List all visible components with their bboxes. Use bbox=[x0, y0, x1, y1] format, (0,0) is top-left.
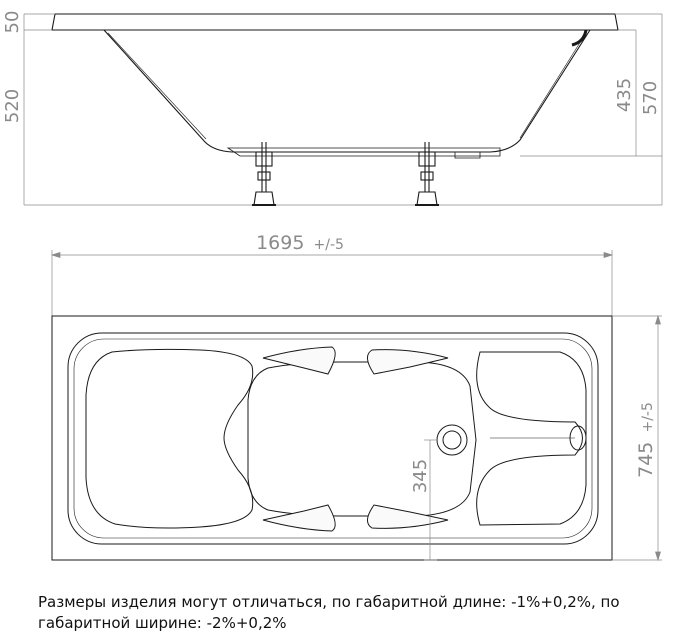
overflow-bump bbox=[572, 30, 586, 45]
armrest-top-left bbox=[263, 347, 335, 374]
svg-text:745 +/-5 bbox=[635, 402, 657, 478]
side-dimensions bbox=[24, 14, 662, 205]
tub-rim bbox=[52, 14, 618, 30]
dim-total-label: 520 bbox=[2, 88, 23, 124]
tub-body bbox=[104, 30, 590, 152]
drain-outer bbox=[437, 425, 467, 455]
width-value-label: 745 bbox=[635, 441, 657, 478]
armrest-bottom-right bbox=[367, 505, 448, 528]
dim-rim-label: 50 bbox=[2, 10, 23, 34]
side-view bbox=[52, 14, 618, 205]
length-tolerance-label: +/-5 bbox=[313, 237, 344, 253]
width-tolerance-label: +/-5 bbox=[640, 402, 656, 433]
drain-offset-label: 345 bbox=[410, 458, 431, 494]
top-view bbox=[52, 316, 612, 560]
dim-height-label: 570 bbox=[640, 80, 661, 116]
armrest-top-right bbox=[367, 350, 448, 374]
left-backrest bbox=[86, 349, 253, 528]
length-dimension bbox=[52, 250, 612, 316]
dim-depth-label: 435 bbox=[614, 77, 635, 113]
length-value-label: 1695 bbox=[256, 232, 305, 254]
armrest-bottom-left bbox=[263, 505, 335, 531]
seat-pad bbox=[248, 362, 476, 516]
tolerance-note: Размеры изделия могут отличаться, по габаритной длине: -1%+0,2%, по габаритной ширине: -2%+0,2% bbox=[38, 593, 620, 632]
drain-inner bbox=[443, 431, 461, 449]
svg-text:1695 +/-5 bbox=[256, 232, 344, 254]
drain-dimension bbox=[424, 440, 437, 560]
